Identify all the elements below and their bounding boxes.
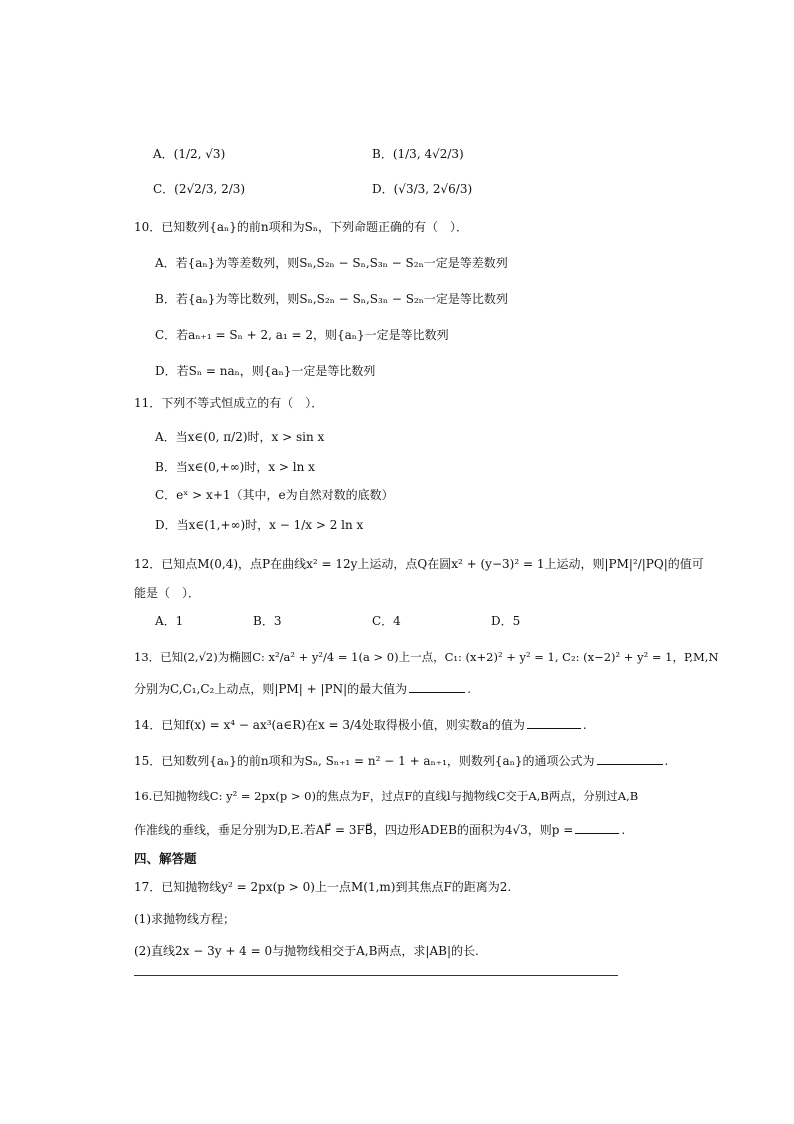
section-4-title: 四、解答题: [134, 851, 197, 866]
q11-stem: 11．下列不等式恒成立的有（ ）．: [134, 396, 324, 410]
q11-option-a: A．当x∈(0, π/2)时，x > sin x: [155, 430, 325, 444]
q16-line1: 16.已知抛物线C: y² = 2px(p > 0)的焦点为F，过点F的直线l与抛物线C交于A,B两点，分别过A,B: [134, 789, 639, 803]
q13-line2: [134, 680, 471, 698]
q9-option-d: D．(√3/3, 2√6/3): [372, 182, 473, 196]
q9-option-b: B．(1/3, 4√2/3): [372, 147, 464, 161]
q10-option-a: A．若{aₙ}为等差数列，则Sₙ,S₂ₙ − Sₙ,S₃ₙ − S₂ₙ一定是等差数列: [155, 256, 508, 270]
q11-option-d: D．当x∈(1,+∞)时，x − 1/x > 2 ln x: [155, 518, 364, 532]
q14-text: 14．已知f(x) = x⁴ − ax³(a∈R)在x = 3/4处取得极小值，则实数a的值为: [134, 718, 525, 732]
q15-answer-blank[interactable]: [597, 752, 663, 765]
q12-option-c: C．4: [372, 614, 401, 628]
q14-line: [134, 716, 587, 734]
q16-line2-text: 作准线的垂线，垂足分别为D,E.若AF⃗ = 3FB⃗，四边形ADEB的面积为4√3，则p =: [134, 823, 574, 837]
q17-stem: 17．已知抛物线y² = 2px(p > 0)上一点M(1,m)到其焦点F的距离为2.: [134, 880, 512, 894]
q10-option-d: D．若Sₙ = naₙ，则{aₙ}一定是等比数列: [155, 364, 376, 378]
q13-line2-text: 分别为C,C₁,C₂上动点，则|PM| + |PN|的最大值为: [134, 682, 408, 696]
q16-end: .: [621, 823, 626, 837]
q10-stem: 10．已知数列{aₙ}的前n项和为Sₙ，下列命题正确的有（ ）．: [134, 220, 469, 234]
answer-rule: [134, 975, 618, 976]
q13-line1: 13．已知(2,√2)为椭圆C: x²/a² + y²/4 = 1(a > 0)上一点，C₁: (x+2)² + y² = 1, C₂: (x−2)² + y² = 1，P,M,N: [134, 650, 719, 664]
q11-option-c: C．eˣ > x+1（其中，e为自然对数的底数）: [155, 488, 394, 502]
q12-stem-line2: 能是（ ）．: [134, 586, 201, 600]
q10-option-b: B．若{aₙ}为等比数列，则Sₙ,S₂ₙ − Sₙ,S₃ₙ − S₂ₙ一定是等比数列: [155, 292, 508, 306]
q9-option-c: C．(2√2/3, 2/3): [153, 182, 246, 196]
q13-end: .: [467, 682, 471, 696]
q10-option-c: C．若aₙ₊₁ = Sₙ + 2, a₁ = 2，则{aₙ}一定是等比数列: [155, 328, 449, 342]
q12-option-b: B．3: [253, 614, 282, 628]
q17-part2: (2)直线2x − 3y + 4 = 0与抛物线相交于A,B两点，求|AB|的长.: [134, 944, 479, 958]
q11-option-b: B．当x∈(0,+∞)时，x > ln x: [155, 460, 315, 474]
q15-end: .: [664, 754, 669, 768]
q12-option-a: A．1: [155, 614, 184, 628]
q14-end: .: [582, 718, 587, 732]
q12-option-d: D．5: [491, 614, 521, 628]
q16-line2: [134, 821, 625, 839]
q15-line: [134, 752, 668, 770]
q13-answer-blank[interactable]: [409, 680, 465, 693]
q17-part1: (1)求抛物线方程；: [134, 912, 235, 926]
q14-answer-blank[interactable]: [527, 716, 581, 729]
q16-answer-blank[interactable]: [575, 821, 619, 834]
q12-stem-line1: 12．已知点M(0,4)，点P在曲线x² = 12y上运动，点Q在圆x² + (y−3)² = 1上运动，则|PM|²/|PQ|的值可: [134, 557, 704, 571]
q15-text: 15．已知数列{aₙ}的前n项和为Sₙ, Sₙ₊₁ = n² − 1 + aₙ₊₁，则数列{aₙ}的通项公式为: [134, 754, 595, 768]
q9-option-a: A．(1/2, √3): [153, 147, 226, 161]
